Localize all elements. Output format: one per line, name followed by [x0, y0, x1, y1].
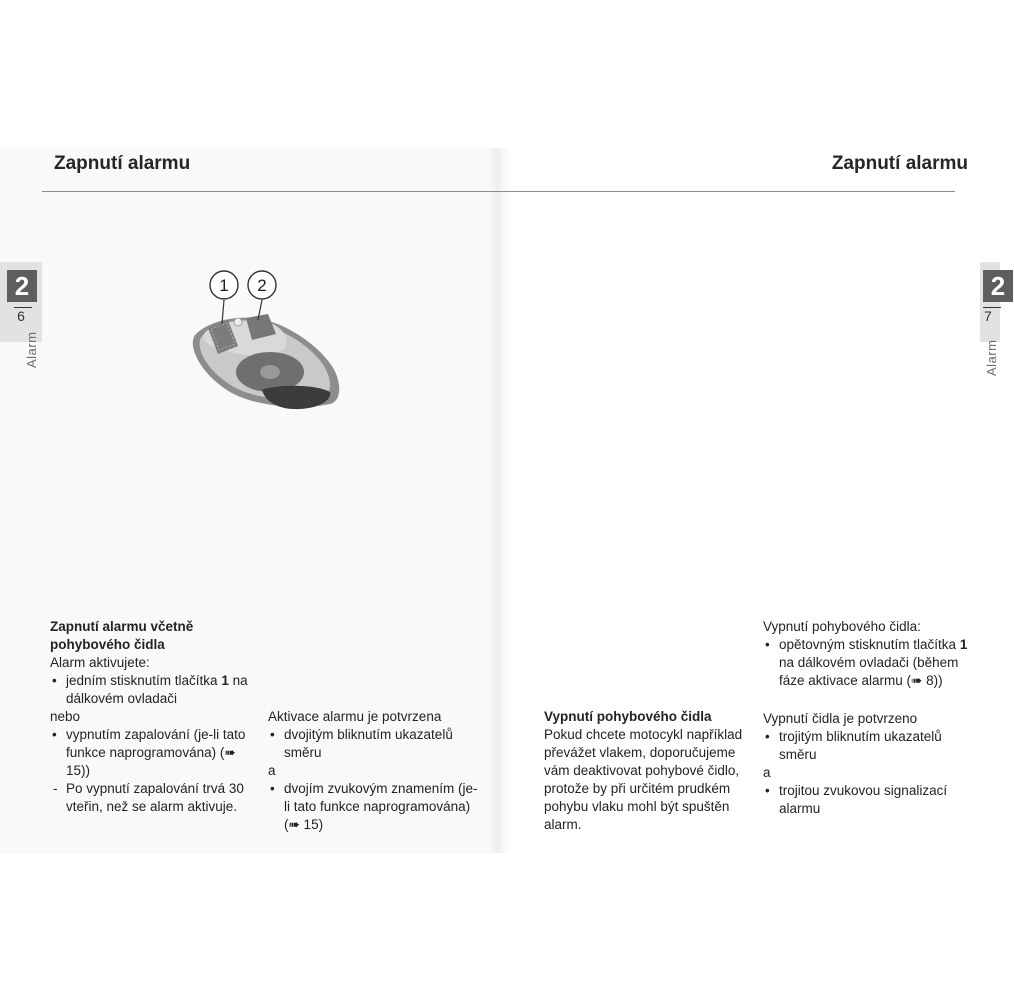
bullet-item	[268, 726, 483, 762]
intro-text: Aktivace alarmu je potvrzena	[268, 709, 442, 724]
bullet-item	[763, 636, 975, 690]
bullet-text: trojitou zvukovou signalizací alarmu	[779, 783, 948, 816]
page-number: 6	[17, 308, 25, 324]
left-col2	[268, 708, 483, 834]
bullet-item	[50, 726, 255, 780]
remote-control-icon	[193, 314, 339, 409]
left-header-rule	[42, 191, 500, 192]
bullet-item	[763, 782, 975, 818]
confirm-text: Vypnutí čidla je potvrzeno	[763, 711, 918, 726]
remote-key-fob-illustration	[182, 262, 352, 412]
body-text: Pokud chcete motocykl například převážet vlakem, doporučujeme vám deaktivovat pohybové čidlo, protože by při určitém prudkém pohybu vlaku mohl být spuštěn alarm.	[544, 727, 743, 832]
bullet-text: vypnutím zapalování (je-li tato funkce naprogramována) (➠ 15))	[66, 727, 246, 778]
chapter-number: 2	[983, 270, 1013, 302]
bullet-item	[268, 780, 483, 834]
right-section-label: Alarm	[984, 339, 999, 376]
right-header-rule	[500, 191, 955, 192]
right-col1	[544, 708, 744, 834]
left-section-label: Alarm	[24, 331, 39, 368]
intro-text: Vypnutí pohybového čidla:	[763, 619, 921, 634]
spacer	[763, 690, 975, 710]
right-page-title: Zapnutí alarmu	[831, 153, 968, 174]
right-col2	[763, 618, 975, 818]
note-text: Po vypnutí zapalování trvá 30 vteřin, než se alarm aktivuje.	[66, 781, 244, 814]
bullet-text: jedním stisknutím tlačítka 1 na dálkovém ovladači	[66, 673, 248, 706]
bullet-text: dvojím zvukovým znamením (je-li tato funkce naprogramována) (➠ 15)	[284, 781, 478, 832]
bullet-text: trojitým bliknutím ukazatelů směru	[779, 729, 942, 762]
left-chapter-tab	[0, 262, 42, 342]
bullet-text: opětovným stisknutím tlačítka 1 na dálkovém ovladači (během fáze aktivace alarmu (➠ 8))	[779, 637, 968, 688]
page-number: 7	[984, 308, 992, 324]
intro-text: Alarm aktivujete:	[50, 655, 150, 670]
chapter-number: 2	[7, 270, 37, 302]
left-page-title: Zapnutí alarmu	[54, 153, 191, 174]
connector-text: nebo	[50, 709, 81, 724]
dash-note	[50, 780, 255, 816]
right-chapter-tab	[980, 262, 1006, 342]
bullet-text: dvojitým bliknutím ukazatelů směru	[284, 727, 453, 760]
connector-text: a	[763, 765, 771, 780]
bullet-item	[50, 672, 255, 708]
section-heading: Zapnutí alarmu včetně pohybového čidla	[50, 619, 194, 652]
callout-label-2: 2	[257, 276, 267, 295]
left-col1	[50, 618, 255, 816]
bullet-item	[763, 728, 975, 764]
callout-label-1: 1	[219, 276, 229, 295]
book-spine	[488, 148, 512, 853]
connector-text: a	[268, 763, 276, 778]
section-heading: Vypnutí pohybového čidla	[544, 709, 712, 724]
